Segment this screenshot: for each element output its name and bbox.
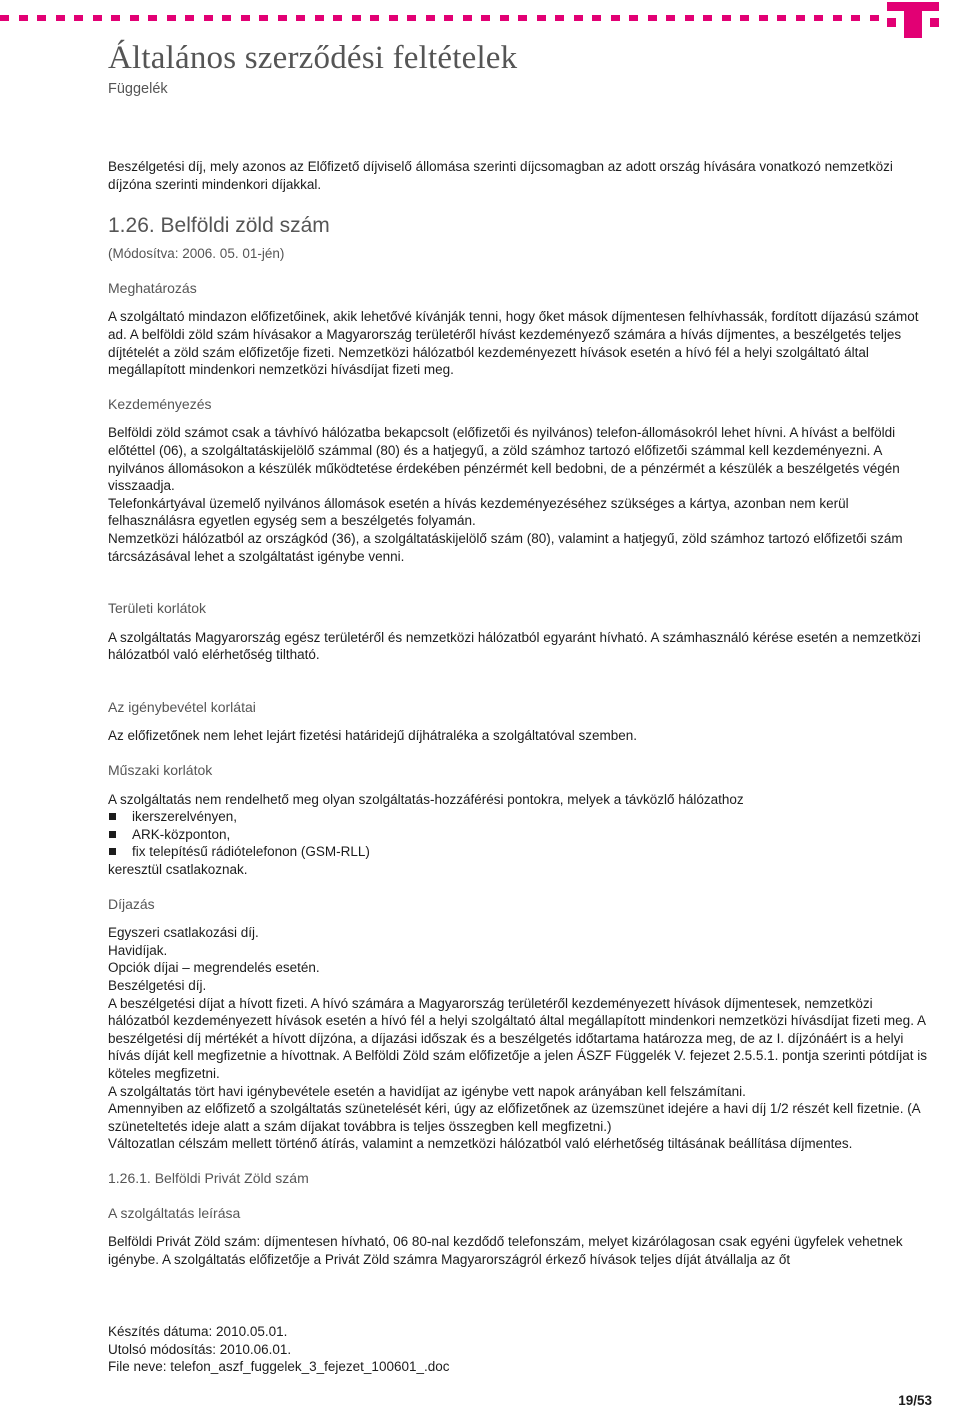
brand-dot [74,15,83,21]
brand-dot [574,15,583,21]
list-item: ARK-központon, [132,826,928,844]
brand-dot [296,15,305,21]
section-modified-note: (Módosítva: 2006. 05. 01-jén) [108,246,285,262]
dijazas-line: Opciók díjai – megrendelés esetén. [108,960,320,976]
heading-muszaki-korlatok: Műszaki korlátok [108,762,213,779]
paragraph-igenybevetel-korlatai: Az előfizetőnek nem lehet lejárt fizetési határidejű díjhátraléka a szolgáltatóval szemben. [108,728,638,744]
paragraph-teruleti-korlatok: A szolgáltatás Magyarország egész területéről és nemzetközi hálózatból egyaránt hívható. A számhasználó kérése esetén a nemzetközi hálózatból való elérhetőség tiltható. [108,629,921,663]
intro-paragraph: Beszélgetési díj, mely azonos az Előfizető díjviselő állomása szerinti díjcsomagban az adott ország hívására vonatkozó nemzetközi díjzóna szerinti mindenkori díjakkal. [108,159,893,192]
paragraph-muszaki-intro: A szolgáltatás nem rendelhető meg olyan szolgáltatás-hozzáférési pontokra, melyek a távközlő hálózathoz [108,791,744,807]
heading-kezdemenyezes: Kezdeményezés [108,395,212,412]
document-body [108,158,928,1268]
brand-dot [222,15,231,21]
brand-dot [0,15,9,21]
brand-dot [93,15,102,21]
heading-meghatarozas: Meghatározás [108,279,197,296]
brand-dot [130,15,139,21]
brand-dot [315,15,324,21]
brand-dot [851,15,860,21]
dijazas-line: A szolgáltatás tört havi igénybevétele esetén a havidíjat az igénybe vett napok arányában kell felszámítani. [108,1083,746,1099]
brand-dot [426,15,435,21]
page-number: 19/53 [898,1393,932,1408]
brand-dot [259,15,268,21]
brand-dot [56,15,65,21]
dijazas-line: Egyszeri csatlakozási díj. [108,925,259,941]
paragraph-muszaki-outro: keresztül csatlakoznak. [108,862,248,878]
brand-dot [500,15,509,21]
subsection-title: 1.26.1. Belföldi Privát Zöld szám [108,1169,309,1186]
footer-filename: File neve: telefon_aszf_fuggelek_3_fejezet_100601_.doc [108,1359,450,1375]
telekom-t-logo-icon [884,0,942,40]
section-title: 1.26. Belföldi zöld szám [108,214,330,238]
brand-dot [814,15,823,21]
paragraph-kezdemenyezes-2: Telefonkártyával üzemelő nyilvános állomások esetén a hívás kezdeményezéséhez szükséges a kártya, azonban nem kerül felhasználásra egyetlen egység sem a beszélgetés folyamán. [108,495,849,529]
paragraph-meghatarozas: A szolgáltató mindazon előfizetőinek, akik lehetővé kívánják tenni, hogy őket mások díjmentesen felhívhassák, fordított díjazású számot ad. A belföldi zöld szám hívásakor a Magyarország területéről hívást kezdeményező számára a hívás díjmentes, a beszélgetés teljes díjtételét a zöld szám előfizetője fizeti. Nemzetközi hálózatból kezdeményezett hívások esetén a hívó fél a helyi szolgáltató által megállapított mindenkori nemzetközi hívásdíjat fizeti meg. [108,309,919,378]
brand-dot [463,15,472,21]
brand-dot [481,15,490,21]
heading-igenybevetel-korlatai: Az igénybevétel korlátai [108,698,256,715]
brand-dot [185,15,194,21]
brand-dot [555,15,564,21]
footer-modified-date: Utolsó módosítás: 2010.06.01. [108,1341,292,1357]
brand-dot [703,15,712,21]
heading-szolgaltatas-leirasa: A szolgáltatás leírása [108,1204,241,1221]
brand-dot [37,15,46,21]
brand-dot [407,15,416,21]
brand-dot [722,15,731,21]
list-item: fix telepítésű rádiótelefonon (GSM-RLL) [132,843,928,861]
heading-dijazas: Díjazás [108,895,155,912]
brand-dot [870,15,879,21]
document-subtitle: Függelék [108,81,168,97]
brand-dot [333,15,342,21]
brand-dot [278,15,287,21]
brand-dot [759,15,768,21]
brand-dot [740,15,749,21]
brand-dot [111,15,120,21]
brand-dot [629,15,638,21]
brand-dot [833,15,842,21]
footer-created-date: Készítés dátuma: 2010.05.01. [108,1324,288,1339]
brand-dot [685,15,694,21]
dijazas-line: Amennyiben az előfizető a szolgáltatás szünetelését kéri, úgy az előfizetőnek az üzemszünet idejére a havi díj 1/2 részét kell fizetnie. (A szüneteltetés ideje alatt a szám díjakat továbbra is teljes összegben kell megfizetni.) [108,1101,920,1134]
paragraph-szolgaltatas-leirasa: Belföldi Privát Zöld szám: díjmentesen hívható, 06 80-nal kezdődő telefonszám, melyet kizárólagosan csak egyéni ügyfelek vehetnek igénybe. A szolgáltatás előfizetője a Privát Zöld számra Magyarországról érkező hívások teljes díját átvállalja az őt [108,1234,903,1267]
brand-dot [777,15,786,21]
paragraph-kezdemenyezes-1: Belföldi zöld számot csak a távhívó hálózatba bekapcsolt (előfizetői és nyilvános) telefon-állomásokról lehet hívni. A hívást a belföldi előtéttel (06), a szolgáltatáskijelölő számmal (80) és a hatjegyű, a zöld számhoz tartozó előfizetői számmal kell kezdeményezni. A nyilvános állomásokon a készülék működtetése érdekében pénzérmét kell bedobni, de a pénzérmét a készülék a beszélgetés végén visszaadja. [108,425,900,494]
brand-dot [370,15,379,21]
paragraph-kezdemenyezes-3: Nemzetközi hálózatból az országkód (36), a szolgáltatáskijelölő szám (80), valamint a hatjegyű, zöld számhoz tartozó előfizetői szám tárcsázásával lehet a szolgáltatást igénybe venni. [108,530,903,564]
brand-dot [444,15,453,21]
brand-dot [167,15,176,21]
brand-dot [241,15,250,21]
muszaki-bullet-list [108,808,928,861]
footer-meta [108,1323,450,1376]
dijazas-line: A beszélgetési díjat a hívott fizeti. A hívó számára a Magyarország területéről kezdeményezett hívások díjmentesek, nemzetközi hálózatból kezdeményezett hívások esetén a hívó fél a helyi szolgáltató által megállapított mindenkori nemzetközi hívásdíjat fizeti meg. A beszélgetési díj mértékét a hívott díjzóna, a díjazási időszak és a beszélgetés időtartama határozza meg, de az I. díjzónáért is a helyi hívás díját kell megfizetnie a hívottnak. A Belföldi Zöld szám előfizetője a jelen ÁSZF Függelék V. fejezet 2.5.5.1. pontja szerinti pótdíjat is köteles megfizetni. [108,995,927,1081]
document-title: Általános szerződési feltételek [108,40,518,76]
heading-teruleti-korlatok: Területi korlátok [108,600,207,617]
brand-dot [592,15,601,21]
brand-dot [148,15,157,21]
brand-dot [537,15,546,21]
brand-dot [518,15,527,21]
brand-dot [796,15,805,21]
brand-dot [611,15,620,21]
list-item: ikerszerelvényen, [132,808,928,826]
brand-dot [204,15,213,21]
brand-dot [389,15,398,21]
dijazas-line: Beszélgetési díj. [108,978,207,993]
brand-dot [666,15,675,21]
brand-dot [19,15,28,21]
brand-dot [352,15,361,21]
brand-dot [648,15,657,21]
dijazas-line: Változatlan célszám mellett történő átírás, valamint a nemzetközi hálózatból való elérhetőség tiltásának beállítása díjmentes. [108,1136,853,1152]
dijazas-line: Havidíjak. [108,942,168,958]
brand-dot-strip [0,11,880,21]
